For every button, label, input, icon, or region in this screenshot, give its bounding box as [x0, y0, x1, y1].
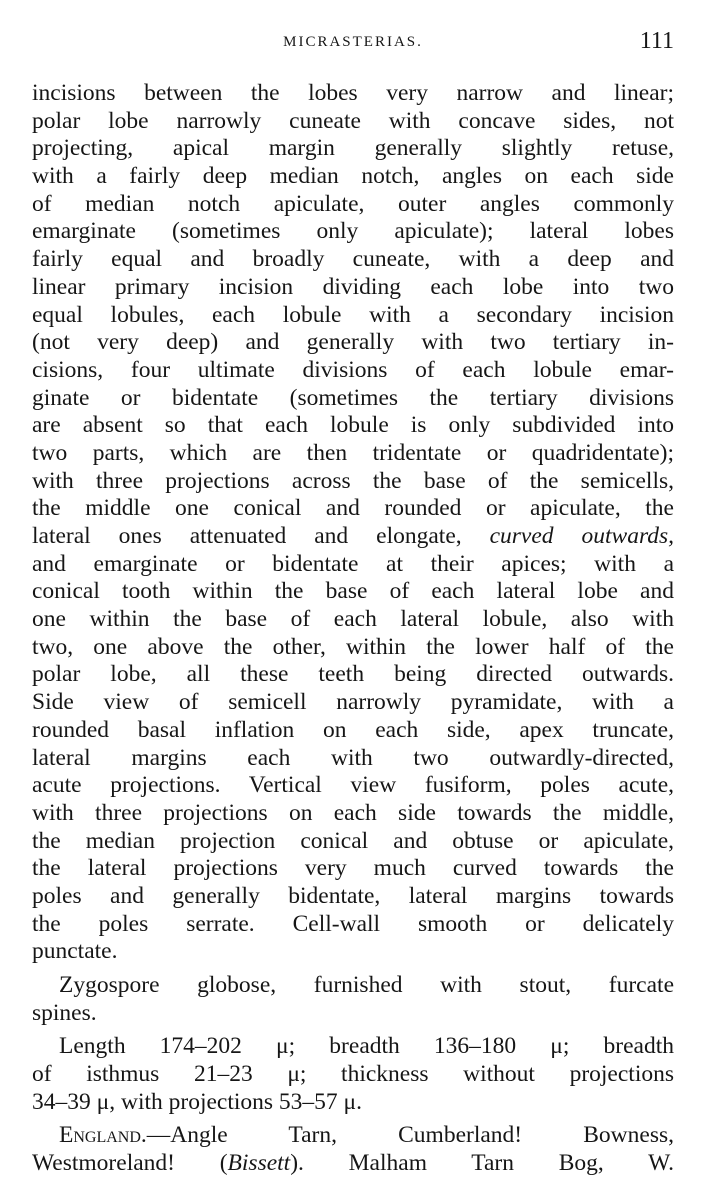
zygospore-line: spines.: [32, 999, 97, 1026]
running-head: MICRASTERIAS.: [283, 34, 423, 50]
text-line: equal lobules, each lobule with a secondary incision: [32, 301, 674, 328]
text-line: the middle one conical and rounded or apiculate, the: [32, 495, 674, 522]
text-line: cisions, four ultimate divisions of each lobule emar-: [32, 356, 674, 383]
text-line: rounded basal inflation on each side, apex truncate,: [32, 716, 674, 743]
text-run: Westmoreland! (: [32, 1150, 228, 1177]
text-line: the poles serrate. Cell-wall smooth or delicately: [32, 910, 674, 937]
measurement-line: Length 174–202 μ; breadth 136–180 μ; breadth: [59, 1033, 674, 1060]
text-line: two parts, which are then tridentate or quadridentate);: [32, 439, 674, 466]
text-line: Side view of semicell narrowly pyramidate, with a: [32, 689, 674, 716]
text-line: emarginate (sometimes only apiculate); lateral lobes: [32, 218, 674, 245]
locality-line: [32, 1122, 674, 1150]
text-line: the median projection conical and obtuse or apiculate,: [32, 827, 674, 854]
text-line: incisions between the lobes very narrow and linear;: [32, 80, 674, 106]
text-line: [32, 523, 674, 551]
text-line: ginate or bidentate (sometimes the tertiary divisions: [32, 384, 674, 411]
text-run: lateral ones attenuated and elongate,: [32, 523, 490, 549]
text-line: acute projections. Vertical view fusiform, poles acute,: [32, 772, 674, 799]
text-line: two, one above the other, within the lower half of the: [32, 633, 674, 660]
locality-line: [32, 1150, 674, 1178]
text-line: poles and generally bidentate, lateral margins towards: [32, 882, 674, 909]
measurement-line: of isthmus 21–23 μ; thickness without projections: [32, 1061, 674, 1088]
text-line: polar lobe narrowly cuneate with concave sides, not: [32, 107, 674, 134]
text-line: with three projections on each side towards the middle,: [32, 799, 674, 826]
text-line: projecting, apical margin generally slightly retuse,: [32, 135, 674, 162]
text-line: polar lobe, all these teeth being directed outwards.: [32, 661, 674, 688]
description-text: [32, 80, 674, 1178]
text-line: (not very deep) and generally with two tertiary in-: [32, 329, 674, 356]
text-line: of median notch apiculate, outer angles commonly: [32, 190, 674, 217]
zygospore-line: Zygospore globose, furnished with stout, furcate: [59, 972, 674, 998]
page-number: 111: [639, 28, 674, 54]
italic-phrase: curved outwards,: [489, 523, 674, 549]
text-line: fairly equal and broadly cuneate, with a deep and: [32, 246, 674, 273]
text-line: one within the base of each lateral lobule, also with: [32, 606, 674, 633]
text-line: with three projections across the base of the semicells,: [32, 467, 674, 494]
text-line: punctate.: [32, 938, 118, 965]
text-line: and emarginate or bidentate at their apices; with a: [32, 550, 674, 577]
region-name: England.: [59, 1122, 147, 1149]
text-line: linear primary incision dividing each lobe into two: [32, 273, 674, 300]
text-line: lateral margins each with two outwardly-directed,: [32, 744, 674, 771]
text-run: —Angle Tarn, Cumberland! Bowness,: [146, 1122, 674, 1149]
measurement-line: 34–39 μ, with projections 53–57 μ.: [32, 1088, 363, 1115]
text-line: conical tooth within the base of each lateral lobe and: [32, 578, 674, 605]
collector-name: Bissett: [227, 1150, 291, 1177]
text-line: with a fairly deep median notch, angles on each side: [32, 163, 674, 190]
page-header: [32, 28, 674, 60]
text-line: are absent so that each lobule is only subdivided into: [32, 412, 674, 439]
text-run: ). Malham Tarn Bog, W.: [290, 1150, 674, 1177]
text-line: the lateral projections very much curved towards the: [32, 855, 674, 882]
